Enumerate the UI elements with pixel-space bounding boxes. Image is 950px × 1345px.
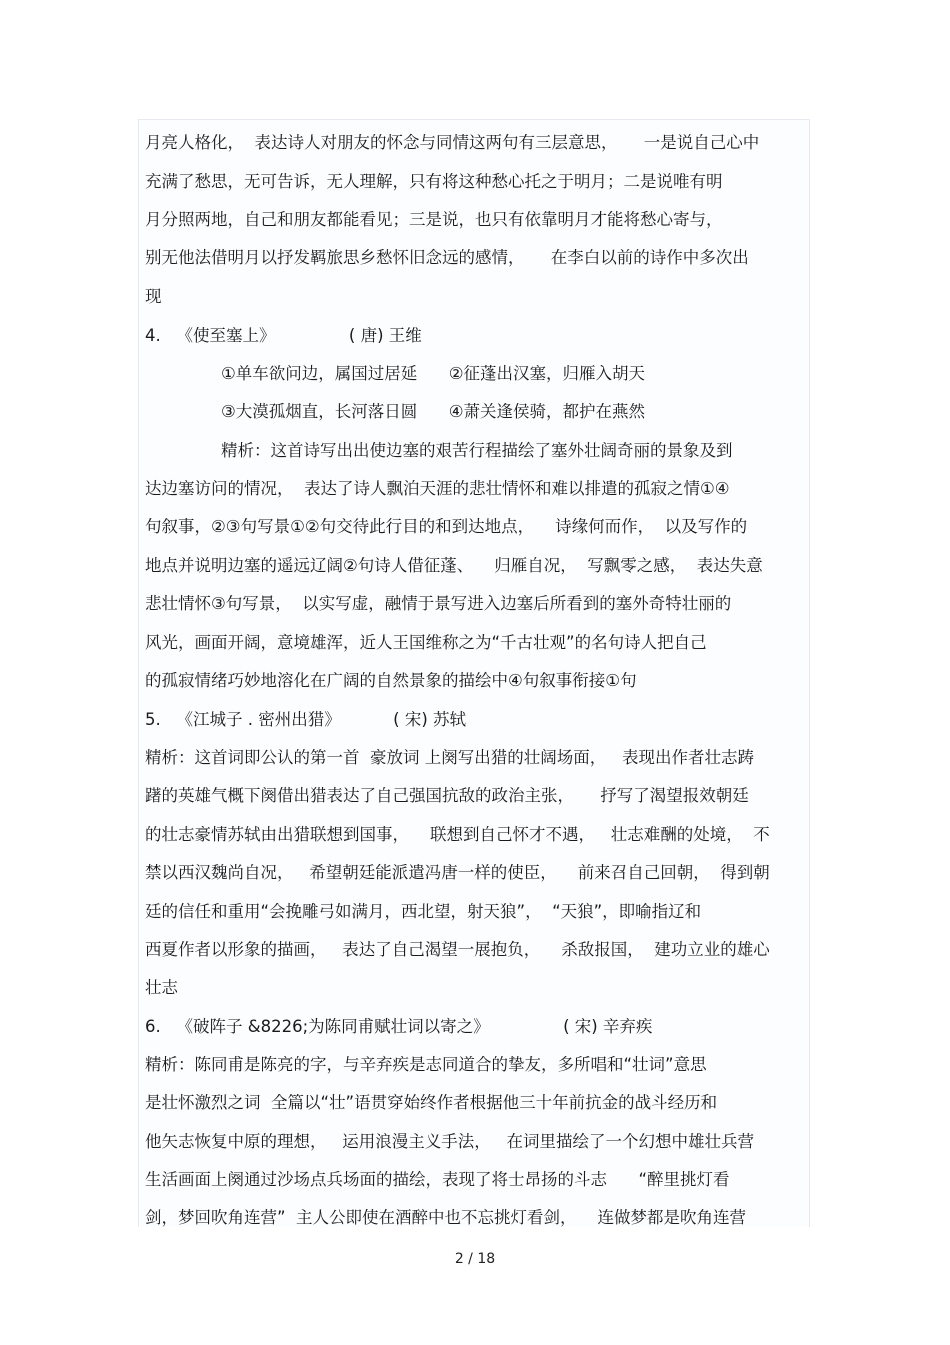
section-heading-5: 5. 《江城子 . 密州出猎》 ( 宋) 苏轼 [145,710,467,729]
text-line: 的壮志豪情苏轼由出猎联想到国事， 联想到自己怀才不遇， 壮志难酬的处境， 不 [145,825,770,844]
text-line: 禁以西汉魏尚自况， 希望朝廷能派遣冯唐一样的使臣， 前来召自己回朝， 得到朝 [145,863,770,882]
section-heading-4: 4. 《使至塞上》 ( 唐) 王维 [145,326,422,345]
text-line: 达边塞访问的情况， 表达了诗人飘泊天涯的悲壮情怀和难以排遣的孤寂之情①④ [145,479,730,498]
analysis-line: 精析：这首诗写出出使边塞的艰苦行程描绘了塞外壮阔奇丽的景象及到 [221,441,733,460]
text-line: 剑，梦回吹角连营” 主人公即使在酒醉中也不忘挑灯看剑， 连做梦都是吹角连营 [145,1208,747,1227]
page-number: 2 / 18 [454,1251,496,1267]
text-line: 他矢志恢复中原的理想， 运用浪漫主义手法， 在词里描绘了一个幻想中雄壮兵营 [145,1132,754,1151]
poem-verse-line: ③大漠孤烟直，长河落日圆 ④萧关逢侯骑，都护在燕然 [221,402,646,421]
text-line: 的孤寂情绪巧妙地溶化在广阔的自然景象的描绘中④句叙事衔接①句 [145,671,637,690]
text-line: 廷的信任和重用“会挽雕弓如满月，西北望，射天狼”， “天狼”，即喻指辽和 [145,902,702,921]
text-line: 现 [145,287,162,306]
analysis-line: 精析：陈同甫是陈亮的字，与辛弃疾是志同道合的挚友，多所唱和“壮词”意思 [145,1055,707,1074]
analysis-line: 精析：这首词即公认的第一首 豪放词 上阕写出猎的壮阔场面， 表现出作者壮志踌 [145,748,754,767]
text-line: 生活画面上阕通过沙场点兵场面的描绘，表现了将士昂扬的斗志 “醉里挑灯看 [145,1170,730,1189]
text-line: 悲壮情怀③句写景， 以实写虚，融情于景写进入边塞后所看到的塞外奇特壮丽的 [145,594,732,613]
text-line: 是壮怀激烈之词 全篇以“壮”语贯穿始终作者根据他三十年前抗金的战斗经历和 [145,1093,718,1112]
text-line: 地点并说明边塞的遥远辽阔②句诗人借征蓬、 归雁自况， 写飘零之感， 表达失意 [145,556,763,575]
text-line: 西夏作者以形象的描画， 表达了自己渴望一展抱负， 杀敌报国， 建功立业的雄心 [145,940,770,959]
text-line: 躇的英雄气概下阕借出猎表达了自己强国抗敌的政治主张， 抒写了渴望报效朝廷 [145,786,749,805]
text-line: 充满了愁思，无可告诉，无人理解，只有将这种愁心托之于明月；二是说唯有明 [145,172,723,191]
text-line: 句叙事，②③句写景①②句交待此行目的和到达地点， 诗缘何而作， 以及写作的 [145,517,748,536]
poem-verse-line: ①单车欲问边，属国过居延 ②征蓬出汉塞，归雁入胡天 [221,364,646,383]
text-line: 壮志 [145,978,178,997]
text-line: 风光，画面开阔，意境雄浑，近人王国维称之为“千古壮观”的名句诗人把自己 [145,633,707,652]
text-line: 别无他法借明月以抒发羁旅思乡愁怀旧念远的感情， 在李白以前的诗作中多次出 [145,248,749,267]
section-heading-6: 6. 《破阵子 &8226;为陈同甫赋壮词以寄之》 ( 宋) 辛弃疾 [145,1017,653,1036]
text-line: 月分照两地，自己和朋友都能看见；三是说，也只有依靠明月才能将愁心寄与， [145,210,723,229]
text-line: 月亮人格化， 表达诗人对朋友的怀念与同情这两句有三层意思， 一是说自己心中 [145,133,760,152]
